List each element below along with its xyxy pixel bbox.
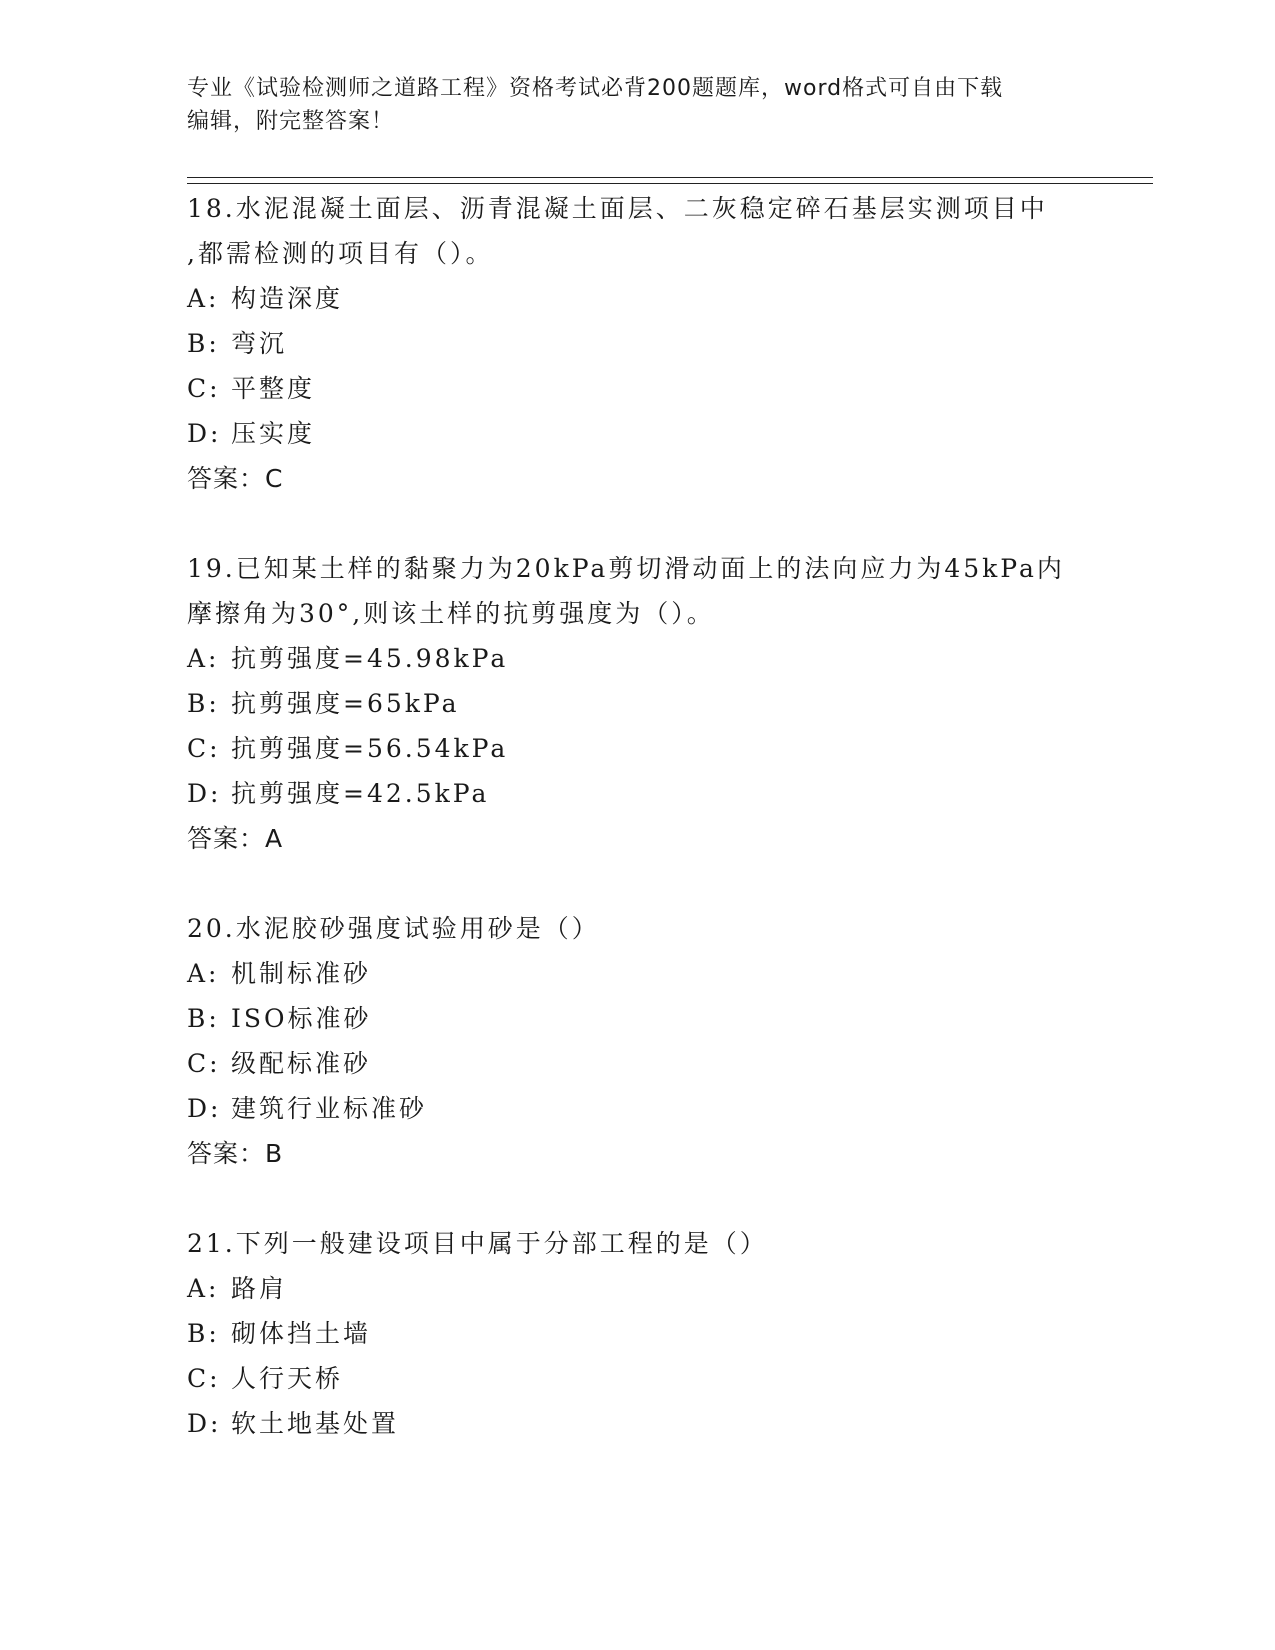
option-key: A: [187, 284, 220, 313]
option-key: D: [187, 419, 222, 448]
option-d [187, 771, 1087, 816]
option-d [187, 1086, 1087, 1131]
option-text: 抗剪强度=45.98kPa [231, 644, 509, 673]
option-key: B: [187, 1319, 220, 1348]
option-text: 砌体挡土墙 [231, 1319, 372, 1348]
option-text: 压实度 [231, 419, 316, 448]
option-b [187, 1311, 1087, 1356]
question-text-line: 21.下列一般建设项目中属于分部工程的是（） [187, 1229, 768, 1258]
header-line-2: 编辑，附完整答案！ [187, 109, 395, 134]
option-c [187, 1356, 1087, 1401]
option-key: C: [187, 374, 221, 403]
answer-line: 答案：C [187, 464, 284, 493]
option-key: C: [187, 734, 221, 763]
option-text: 弯沉 [231, 329, 288, 358]
option-key: B: [187, 689, 220, 718]
option-text: 抗剪强度=65kPa [231, 689, 460, 718]
option-text: 构造深度 [231, 284, 344, 313]
question-text-line: 18.水泥混凝土面层、沥青混凝土面层、二灰稳定碎石基层实测项目中 [187, 194, 1048, 223]
option-b [187, 681, 1087, 726]
header-divider-bottom [187, 183, 1153, 184]
option-text: 机制标准砂 [231, 959, 372, 988]
option-key: D: [187, 779, 222, 808]
option-text: 平整度 [231, 374, 316, 403]
question-text-line: 19.已知某土样的黏聚力为20kPa剪切滑动面上的法向应力为45kPa内 [187, 554, 1065, 583]
option-key: A: [187, 1274, 220, 1303]
header-line-1: 专业《试验检测师之道路工程》资格考试必背200题题库，word格式可自由下载 [187, 76, 1004, 101]
answer-line: 答案：A [187, 824, 284, 853]
option-d [187, 1401, 1087, 1446]
option-c [187, 726, 1087, 771]
option-key: D: [187, 1409, 222, 1438]
question-text-line: ,都需检测的项目有（）。 [187, 239, 494, 268]
question-text-line: 20.水泥胶砂强度试验用砂是（） [187, 914, 600, 943]
option-key: D: [187, 1094, 222, 1123]
option-a [187, 951, 1087, 996]
option-text: 抗剪强度=42.5kPa [231, 779, 490, 808]
question-text-line: 摩擦角为30°,则该土样的抗剪强度为（）。 [187, 599, 715, 628]
option-key: C: [187, 1049, 221, 1078]
option-text: 软土地基处置 [231, 1409, 400, 1438]
option-c [187, 366, 1087, 411]
answer-line: 答案：B [187, 1139, 284, 1168]
question-21 [187, 1221, 1087, 1446]
option-a [187, 1266, 1087, 1311]
question-19 [187, 546, 1087, 861]
option-text: 级配标准砂 [231, 1049, 372, 1078]
option-b [187, 321, 1087, 366]
option-key: B: [187, 329, 220, 358]
option-key: C: [187, 1364, 221, 1393]
option-text: 抗剪强度=56.54kPa [231, 734, 509, 763]
document-header [187, 72, 1087, 138]
option-key: B: [187, 1004, 220, 1033]
option-a [187, 276, 1087, 321]
question-20 [187, 906, 1087, 1176]
option-c [187, 1041, 1087, 1086]
option-text: 路肩 [231, 1274, 288, 1303]
header-divider-top [187, 177, 1153, 178]
option-key: A: [187, 644, 220, 673]
option-key: A: [187, 959, 220, 988]
option-b [187, 996, 1087, 1041]
option-text: 建筑行业标准砂 [231, 1094, 428, 1123]
option-a [187, 636, 1087, 681]
option-text: ISO标准砂 [231, 1004, 372, 1033]
option-text: 人行天桥 [231, 1364, 344, 1393]
question-18 [187, 186, 1087, 501]
option-d [187, 411, 1087, 456]
